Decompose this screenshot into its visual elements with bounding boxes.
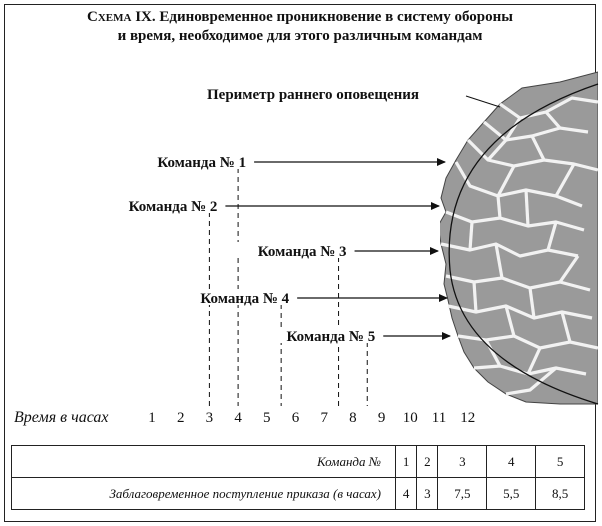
axis-tick-7: 7 — [320, 410, 328, 426]
title-prefix: Схема IX. — [87, 9, 156, 25]
table-value-2: 3 — [417, 478, 438, 510]
axis-tick-5: 5 — [263, 410, 271, 426]
table-team-5: 5 — [536, 446, 585, 478]
team-5-group — [257, 327, 450, 406]
team-4-label: Команда № 4 — [200, 291, 290, 307]
order-lead-time-table — [11, 445, 585, 510]
axis-tick-3: 3 — [205, 410, 214, 426]
table-team-3: 3 — [438, 446, 487, 478]
title-line-1: Единовременное проникновение в систему обороны — [159, 9, 513, 25]
axis-ticks — [148, 410, 475, 426]
axis-tick-2: 2 — [176, 410, 185, 426]
axis-tick-11: 11 — [431, 410, 447, 426]
team-3-group — [229, 242, 438, 406]
team-1-group — [130, 153, 445, 406]
table-value-5: 8,5 — [536, 478, 585, 510]
table-row-label: Заблаговременное поступление приказа (в часах) — [12, 478, 396, 510]
table-row-values — [12, 478, 585, 510]
axis-tick-12: 12 — [460, 410, 476, 426]
axis-tick-6: 6 — [291, 410, 300, 426]
axis-tick-8: 8 — [349, 410, 357, 426]
table-team-2: 2 — [417, 446, 438, 478]
fortress-defense-system — [438, 72, 598, 404]
axis-tick-10: 10 — [402, 410, 418, 426]
team-1-label: Команда № 1 — [157, 155, 247, 171]
perimeter-label: Периметр раннего оповещения — [207, 87, 420, 103]
perimeter-leader — [466, 96, 500, 107]
table-team-4: 4 — [487, 446, 536, 478]
team-5-label: Команда № 5 — [286, 329, 376, 345]
teams-layer — [101, 153, 450, 406]
team-4-group — [171, 289, 447, 406]
axis-label: Время в часах — [14, 409, 109, 426]
table-value-4: 5,5 — [487, 478, 536, 510]
table-row-header — [12, 446, 585, 478]
axis-tick-4: 4 — [234, 410, 242, 426]
title-line-2: и время, необходимое для этого различным командам — [117, 28, 483, 44]
team-2-label: Команда № 2 — [128, 199, 218, 215]
axis-tick-9: 9 — [377, 410, 386, 426]
table-value-3: 7,5 — [438, 478, 487, 510]
table-header-label: Команда № — [12, 446, 396, 478]
team-3-label: Команда № 3 — [257, 244, 347, 260]
table-value-1: 4 — [396, 478, 417, 510]
axis-tick-1: 1 — [148, 410, 156, 426]
table-team-1: 1 — [396, 446, 417, 478]
